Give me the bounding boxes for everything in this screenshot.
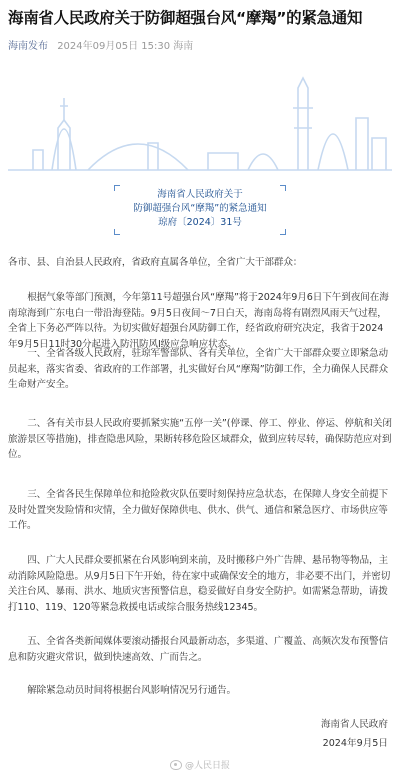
forecast-paragraph: 根据气象等部门预测，今年第11号超强台风“摩羯”将于2024年9月6日下午到夜间在海南琼海到广东电白一带沿海登陆。9月5日夜间～7日白天，海南岛将有剧烈风雨天气过程，全省上下务必严阵以待。为切实做好超强台风防御工作，经省政府研究决定，我省于2024年9月5日11时30分起进入防汛防风Ⅰ级应急响应状态。 bbox=[8, 292, 389, 350]
skyline-illustration bbox=[8, 58, 392, 176]
notice-issuer: 海南省人民政府关于 bbox=[157, 189, 243, 200]
banner-image bbox=[8, 58, 392, 176]
item-4-paragraph: 四、广大人民群众要抓紧在台风影响到来前，及时搬移户外广告牌、悬吊物等物品，主动消除风险隐患。从9月5日下午开始，待在家中或确保安全的地方，非必要不出门，并密切关注台风、暴雨、洪水、地质灾害预警信息，稳妥做好自身安全防护。如需紧急帮助，请拨打110、119、120等紧急救援电话或综合服务热线12345。 bbox=[8, 555, 391, 613]
publish-datetime: 2024年09月05日 15:30 海南 bbox=[57, 41, 194, 52]
watermark bbox=[170, 758, 230, 771]
item-2-paragraph: 二、各有关市县人民政府要抓紧实施“五停一关”(停课、停工、停业、停运、停航和关闭旅游景区等措施)，排查隐患风险，果断转移危险区域群众，做到应转尽转，确保防范应对到位。 bbox=[8, 418, 392, 460]
addressee-paragraph: 各市、县、自治县人民政府，省政府直属各单位，全省广大干部群众： bbox=[8, 257, 303, 268]
item-5-paragraph: 五、全省各类新闻媒体要滚动播报台风最新动态，多渠道、广覆盖、高频次发布预警信息和防灾避灾常识，做到快速高效、广而告之。 bbox=[8, 636, 388, 663]
item-1-paragraph: 一、全省各级人民政府，驻琼军警部队、各有关单位，全省广大干部群众要立即紧急动员起来，落实省委、省政府的工作部署，扎实做好台风“摩羯”防御工作，全力确保人民群众生命财产安全。 bbox=[8, 348, 388, 390]
article-title: 海南省人民政府关于防御超强台风“摩羯”的紧急通知 bbox=[8, 9, 363, 27]
signature-date: 2024年9月5日 bbox=[322, 738, 388, 749]
notice-subject: 防御超强台风“摩羯”的紧急通知 bbox=[133, 203, 267, 214]
corner-decoration bbox=[280, 229, 286, 235]
corner-decoration bbox=[114, 229, 120, 235]
weibo-icon bbox=[170, 760, 182, 770]
signature-org: 海南省人民政府 bbox=[320, 719, 388, 730]
source-link[interactable]: 海南发布 bbox=[8, 41, 48, 52]
watermark-text: @人民日报 bbox=[185, 761, 231, 771]
notice-header-box bbox=[80, 183, 320, 243]
item-3-paragraph: 三、全省各民生保障单位和抢险救灾队伍要时刻保持应急状态，在保障人身安全前提下及时处置突发险情和灾情，全力做好保障供电、供水、供气、通信和紧急医疗、市场供应等工作。 bbox=[8, 489, 388, 531]
notice-doc-number: 琼府〔2024〕31号 bbox=[158, 217, 242, 228]
closing-paragraph: 解除紧急动员时间将根据台风影响情况另行通告。 bbox=[27, 685, 237, 696]
article-meta bbox=[8, 37, 193, 52]
